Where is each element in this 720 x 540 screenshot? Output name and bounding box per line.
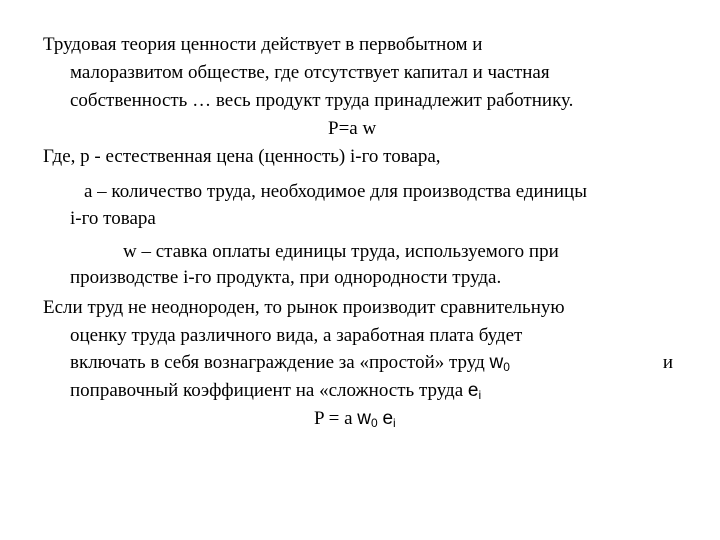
formula2-left: P = a <box>314 408 353 429</box>
definition-a-line2: i-го товара <box>70 208 156 229</box>
formula2-w: w <box>357 408 371 429</box>
formula2-w0 <box>357 408 377 429</box>
paragraph1-line1: Трудовая теория ценности действует в первобытном и <box>43 34 483 55</box>
formula-p-aw: P=a w <box>328 118 377 139</box>
paragraph2-line3-main <box>70 351 510 375</box>
paragraph2-line4-text: поправочный коэффициент на «сложность труда <box>70 380 464 401</box>
definition-a-line1: a – количество труда, необходимое для производства единицы <box>84 181 587 202</box>
paragraph2-line3-text: включать в себя вознаграждение за «простой» труд <box>70 352 485 373</box>
paragraph2-line1: Если труд не неоднороден, то рынок производит сравнительную <box>43 297 565 318</box>
var-e: e <box>467 380 479 401</box>
paragraph2-line3-end: и <box>662 352 673 373</box>
definition-w-line1: w – ставка оплаты единицы труда, используемого при <box>123 241 559 262</box>
var-w-subscript: 0 <box>503 360 510 374</box>
formula2-ei <box>382 408 395 429</box>
var-w0 <box>490 352 510 373</box>
formula2-w-subscript: 0 <box>371 416 378 430</box>
var-w: w <box>489 352 504 373</box>
formula2-e-subscript: i <box>393 416 396 430</box>
paragraph2-line3 <box>70 351 673 375</box>
paragraph1-line2: малоразвитом обществе, где отсутствует капитал и частная <box>70 62 550 83</box>
paragraph1-line3: собственность … весь продукт труда принадлежит работнику. <box>70 90 574 111</box>
paragraph2-line4 <box>70 379 481 403</box>
paragraph2-line2: оценку труда различного вида, а заработная плата будет <box>70 325 523 346</box>
var-e-subscript: i <box>478 388 482 402</box>
formula-p-aw0ei <box>314 407 396 431</box>
definition-w-line2: производстве i-го продукта, при однородности труда. <box>70 267 502 288</box>
var-ei <box>468 380 481 401</box>
definition-p: Где, p - естественная цена (ценность) i-го товара, <box>43 146 441 167</box>
formula2-e: e <box>382 408 394 429</box>
